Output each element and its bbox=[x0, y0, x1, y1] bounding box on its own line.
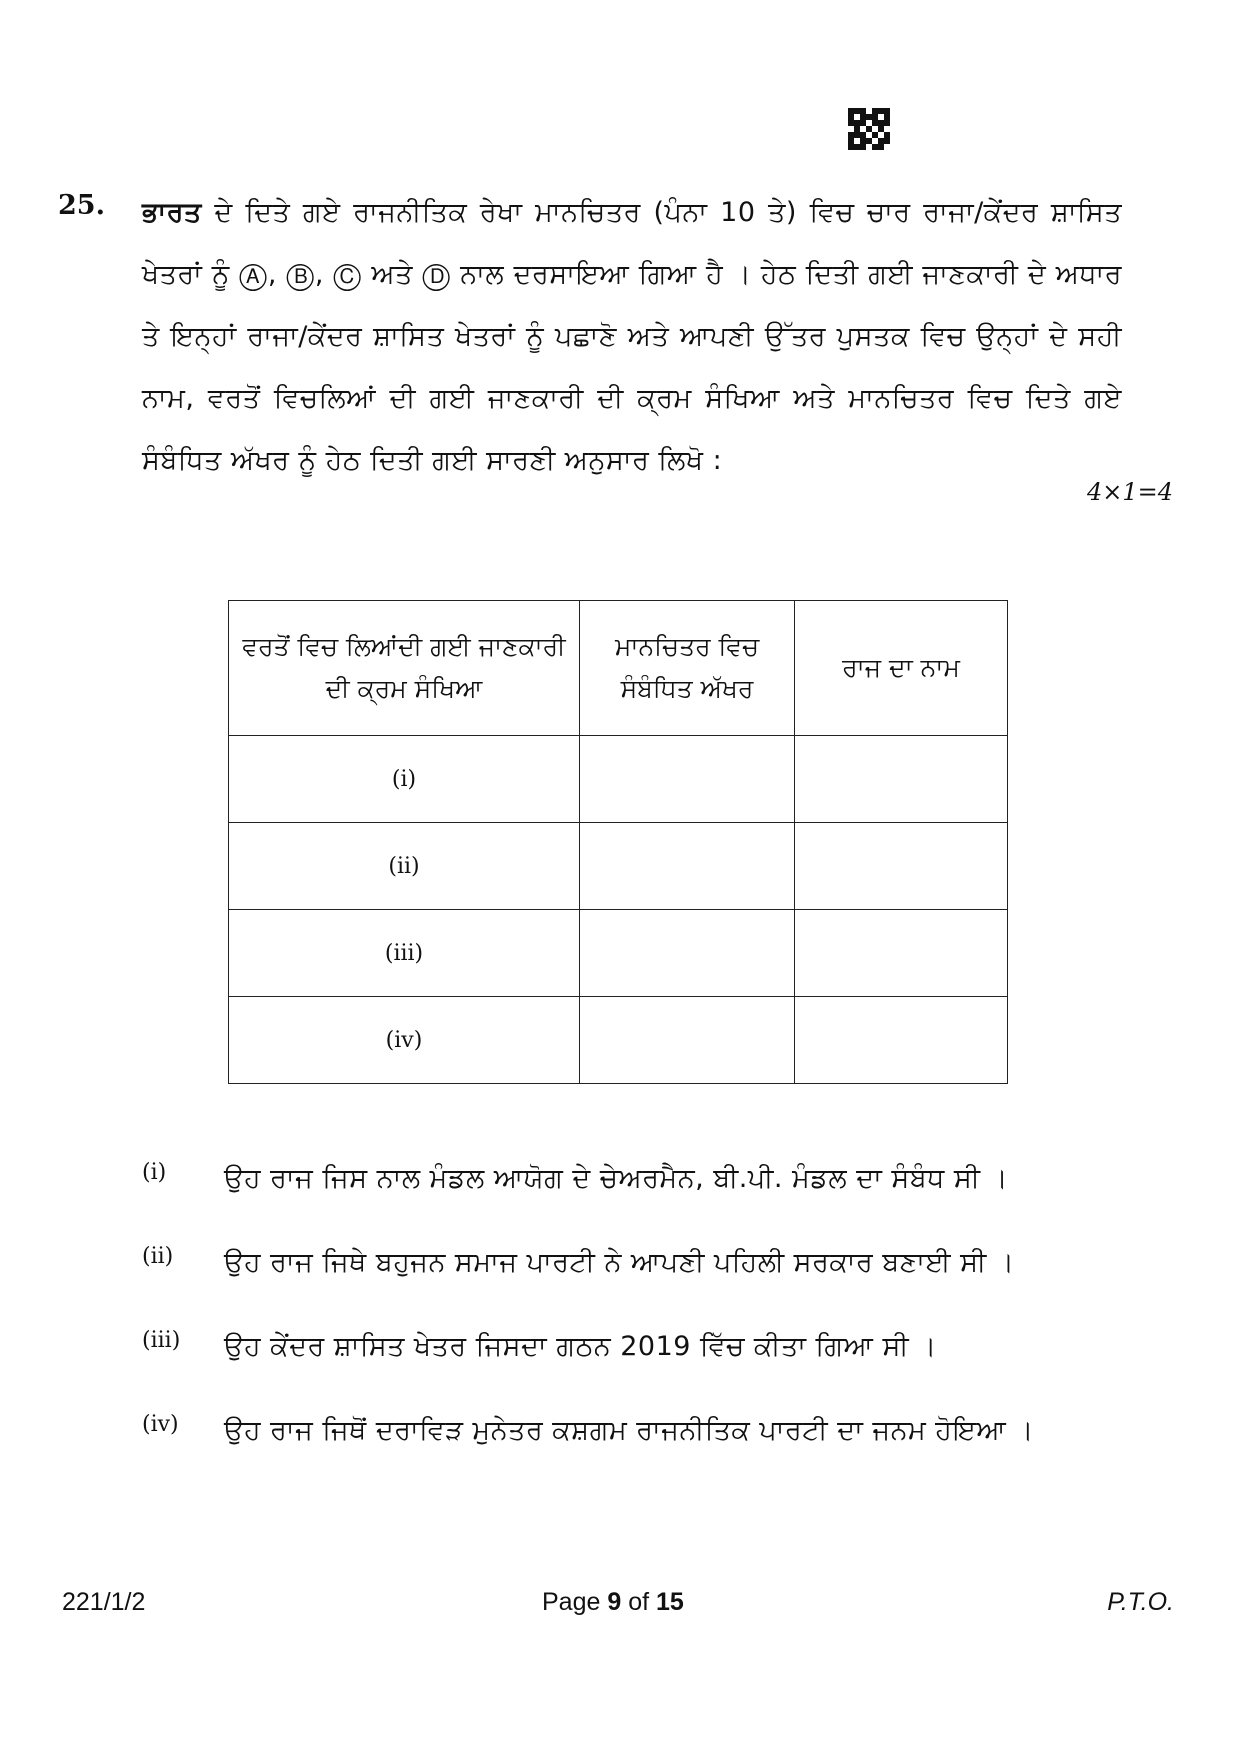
row-letter-cell bbox=[580, 736, 795, 823]
row-serial: (ii) bbox=[229, 823, 580, 910]
table-row bbox=[229, 823, 1008, 910]
table-row bbox=[229, 910, 1008, 997]
marks: 4×1=4 bbox=[1086, 478, 1173, 506]
row-name-cell bbox=[795, 910, 1008, 997]
question-lead: ਭਾਰਤ bbox=[142, 197, 202, 228]
list-item bbox=[142, 1400, 1122, 1462]
answer-table bbox=[228, 600, 1008, 1084]
header-serial-number: ਵਰਤੋਂ ਵਿਚ ਲਿਆਂਦੀ ਗਈ ਜਾਣਕਾਰੀ ਦੀ ਕ੍ਰਮ ਸੰਖਿਆ bbox=[229, 601, 580, 736]
item-label: (i) bbox=[142, 1160, 167, 1185]
item-text: ਉਹ ਰਾਜ ਜਿਥੇ ਬਹੁਜਨ ਸਮਾਜ ਪਾਰਟੀ ਨੇ ਆਪਣੀ ਪਹਿਲੀ ਸਰਕਾਰ ਬਣਾਈ ਸੀ । bbox=[224, 1247, 1015, 1278]
table-row bbox=[229, 997, 1008, 1084]
item-text: ਉਹ ਰਾਜ ਜਿਸ ਨਾਲ ਮੰਡਲ ਆਯੋਗ ਦੇ ਚੇਅਰਮੈਨ, ਬੀ.ਪੀ. ਮੰਡਲ ਦਾ ਸੰਬੰਧ ਸੀ । bbox=[224, 1163, 1009, 1194]
question-body: ਦੇ ਦਿਤੇ ਗਏ ਰਾਜਨੀਤਿਕ ਰੇਖਾ ਮਾਨਚਿਤਰ (ਪੰਨਾ 10 ਤੇ) ਵਿਚ ਚਾਰ ਰਾਜਾ/ਕੇਂਦਰ ਸ਼ਾਸਿਤ ਖੇਤਰਾਂ ਨੂੰ Ⓐ, Ⓑ, Ⓒ ਅਤੇ Ⓓ ਨਾਲ ਦਰਸਾਇਆ ਗਿਆ ਹੈ । ਹੇਠ ਦਿਤੀ ਗਈ ਜਾਣਕਾਰੀ ਦੇ ਅਧਾਰ ਤੇ ਇਨ੍ਹਾਂ ਰਾਜਾ/ਕੇਂਦਰ ਸ਼ਾਸਿਤ ਖੇਤਰਾਂ ਨੂੰ ਪਛਾਣੋ ਅਤੇ ਆਪਣੀ ਉੱਤਰ ਪੁਸਤਕ ਵਿਚ ਉਨ੍ਹਾਂ ਦੇ ਸਹੀ ਨਾਮ, ਵਰਤੋਂ ਵਿਚਲਿਆਂ ਦੀ ਗਈ ਜਾਣਕਾਰੀ ਦੀ ਕ੍ਰਮ ਸੰਖਿਆ ਅਤੇ ਮਾਨਚਿਤਰ ਵਿਚ ਦਿਤੇ ਗਏ ਸੰਬੰਧਿਤ ਅੱਖਰ ਨੂੰ ਹੇਠ ਦਿਤੀ ਗਈ ਸਾਰਣੀ ਅਨੁਸਾਰ ਲਿਖੋ : bbox=[142, 197, 1122, 476]
item-label: (ii) bbox=[142, 1244, 174, 1269]
row-letter-cell bbox=[580, 910, 795, 997]
clue-list bbox=[142, 1148, 1122, 1484]
question-text bbox=[142, 182, 1122, 492]
row-name-cell bbox=[795, 997, 1008, 1084]
table-header-row bbox=[229, 601, 1008, 736]
row-serial: (iv) bbox=[229, 997, 580, 1084]
item-text: ਉਹ ਰਾਜ ਜਿਥੋਂ ਦਰਾਵਿੜ ਮੁਨੇਤਰ ਕਸ਼ਗਮ ਰਾਜਨੀਤਿਕ ਪਾਰਟੀ ਦਾ ਜਨਮ ਹੋਇਆ । bbox=[224, 1415, 1034, 1446]
page-number: Page 9 of 15 bbox=[542, 1588, 684, 1616]
row-serial: (iii) bbox=[229, 910, 580, 997]
row-letter-cell bbox=[580, 823, 795, 910]
header-map-letter: ਮਾਨਚਿਤਰ ਵਿਚ ਸੰਬੰਧਿਤ ਅੱਖਰ bbox=[580, 601, 795, 736]
table-row bbox=[229, 736, 1008, 823]
header-state-name: ਰਾਜ ਦਾ ਨਾਮ bbox=[795, 601, 1008, 736]
pto-label: P.T.O. bbox=[1107, 1588, 1174, 1616]
qr-code bbox=[848, 108, 890, 150]
row-name-cell bbox=[795, 736, 1008, 823]
item-label: (iv) bbox=[142, 1412, 179, 1437]
question-number: 25. bbox=[58, 190, 105, 221]
list-item bbox=[142, 1316, 1122, 1378]
item-label: (iii) bbox=[142, 1328, 181, 1353]
item-text: ਉਹ ਕੇਂਦਰ ਸ਼ਾਸਿਤ ਖੇਤਰ ਜਿਸਦਾ ਗਠਨ 2019 ਵਿੱਚ ਕੀਤਾ ਗਿਆ ਸੀ । bbox=[224, 1331, 937, 1362]
list-item bbox=[142, 1148, 1122, 1210]
paper-code: 221/1/2 bbox=[62, 1588, 146, 1616]
row-letter-cell bbox=[580, 997, 795, 1084]
row-serial: (i) bbox=[229, 736, 580, 823]
row-name-cell bbox=[795, 823, 1008, 910]
page-footer bbox=[62, 1588, 1174, 1624]
list-item bbox=[142, 1232, 1122, 1294]
